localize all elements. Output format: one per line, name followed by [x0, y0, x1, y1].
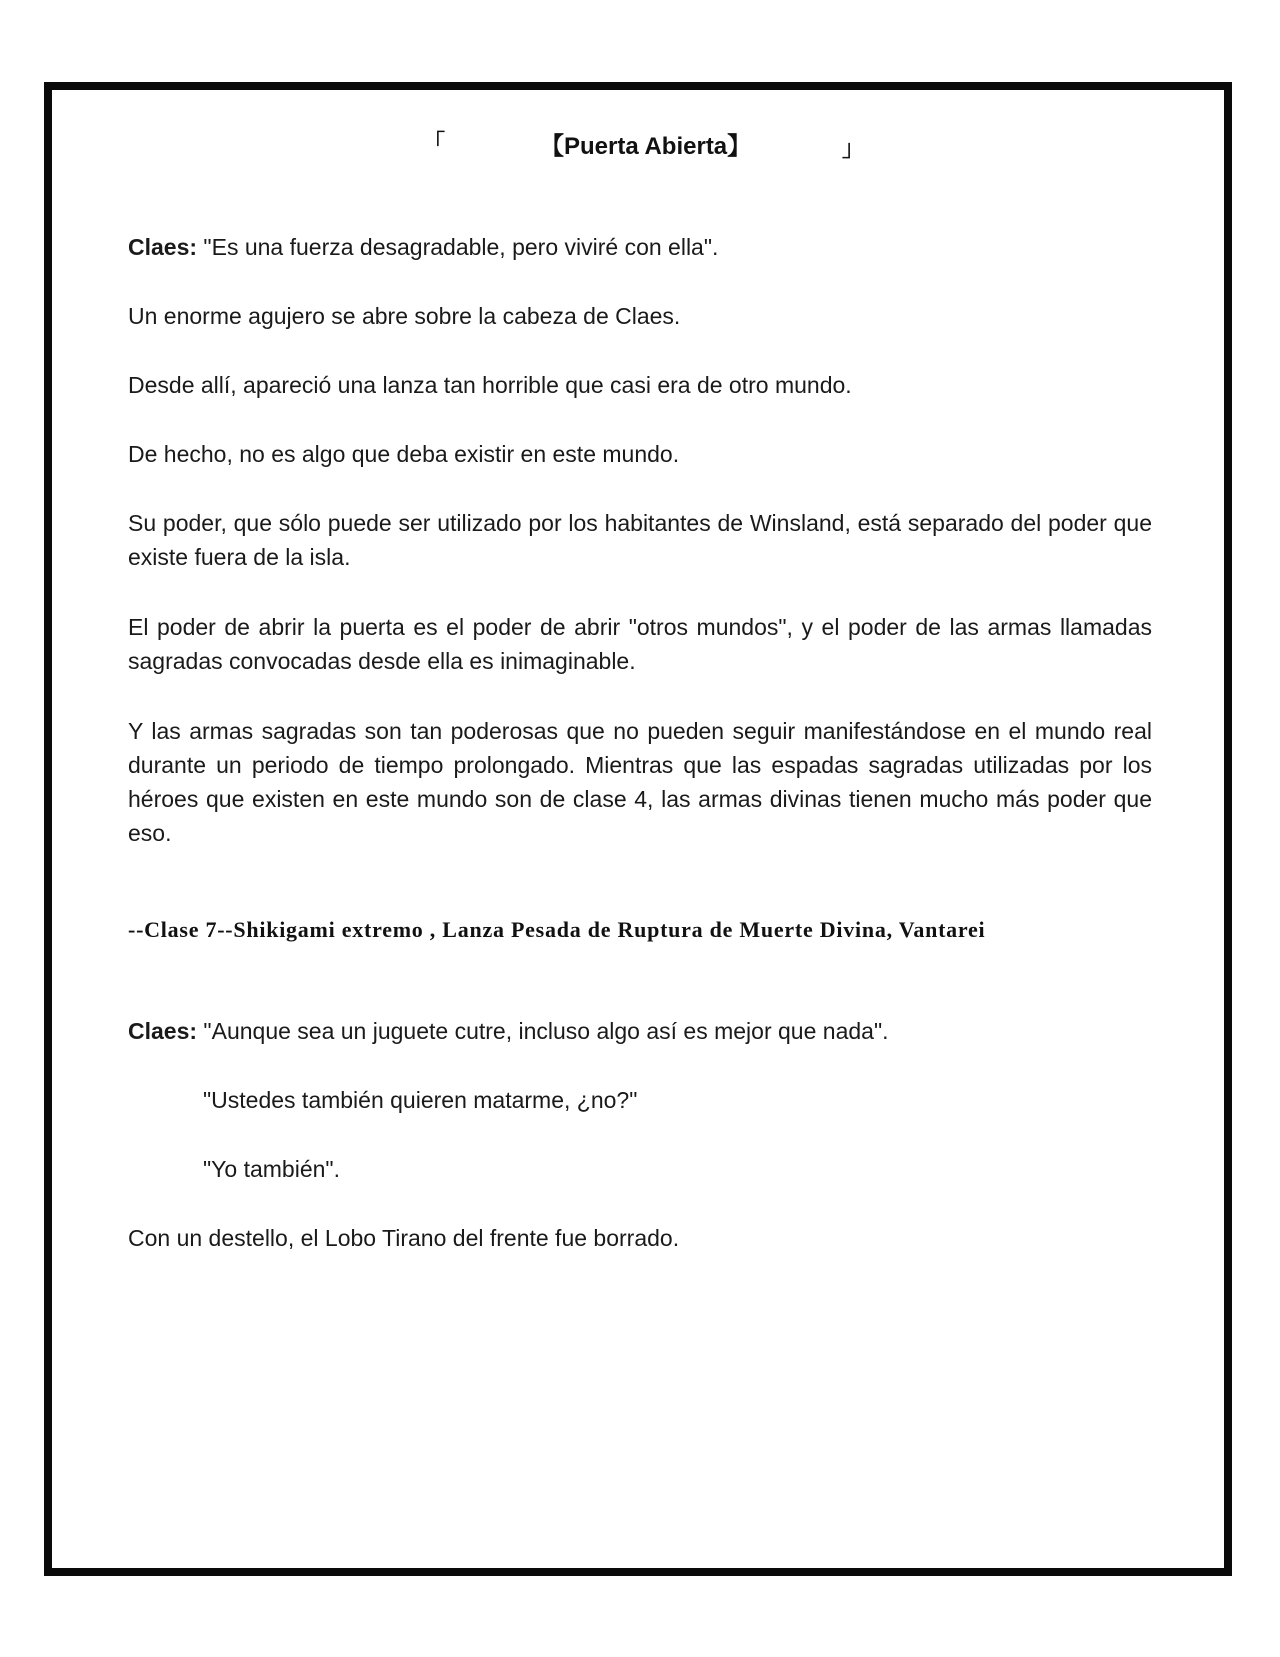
paragraph: De hecho, no es algo que deba existir en este mundo.	[128, 441, 680, 467]
open-corner-bracket: 「	[423, 131, 446, 156]
paragraph: El poder de abrir la puerta es el poder de abrir "otros mundos", y el poder de las armas llamadas sagradas convocadas desde ella es inimaginable.	[128, 614, 1152, 674]
paragraph: Su poder, que sólo puede ser utilizado por los habitantes de Winsland, está separado del poder que existe fuera de la isla.	[128, 510, 1152, 570]
speaker-label: Claes:	[128, 234, 198, 260]
paragraph-claes-line-1	[128, 230, 1152, 264]
paragraph: Desde allí, apareció una lanza tan horrible que casi era de otro mundo.	[128, 372, 852, 398]
weapon-announcement: --Clase 7--Shikigami extremo , Lanza Pesada de Ruptura de Muerte Divina, Vantarei	[128, 917, 986, 942]
paragraph: Y las armas sagradas son tan poderosas que no pueden seguir manifestándose en el mundo real durante un periodo de tiempo prolongado. Mientras que las espadas sagradas utilizadas por los héroes que existen en este mundo son de clase 4, las armas divinas tienen mucho más poder que eso.	[128, 718, 1152, 846]
indented-dialogue: "Ustedes también quieren matarme, ¿no?"	[203, 1087, 638, 1113]
chapter-heading	[0, 126, 1280, 166]
paragraph: Con un destello, el Lobo Tirano del frente fue borrado.	[128, 1225, 680, 1251]
indented-dialogue: "Yo también".	[203, 1156, 340, 1182]
close-corner-bracket: 」	[842, 137, 865, 162]
paragraph-claes-line-2	[128, 1014, 1152, 1048]
dialogue-text: "Aunque sea un juguete cutre, incluso algo así es mejor que nada".	[197, 1018, 889, 1044]
paragraph: Un enorme agujero se abre sobre la cabeza de Claes.	[128, 303, 681, 329]
heading-title: 【Puerta Abierta】	[540, 133, 752, 160]
speaker-label: Claes:	[128, 1018, 198, 1044]
dialogue-text: "Es una fuerza desagradable, pero viviré con ella".	[197, 234, 719, 260]
